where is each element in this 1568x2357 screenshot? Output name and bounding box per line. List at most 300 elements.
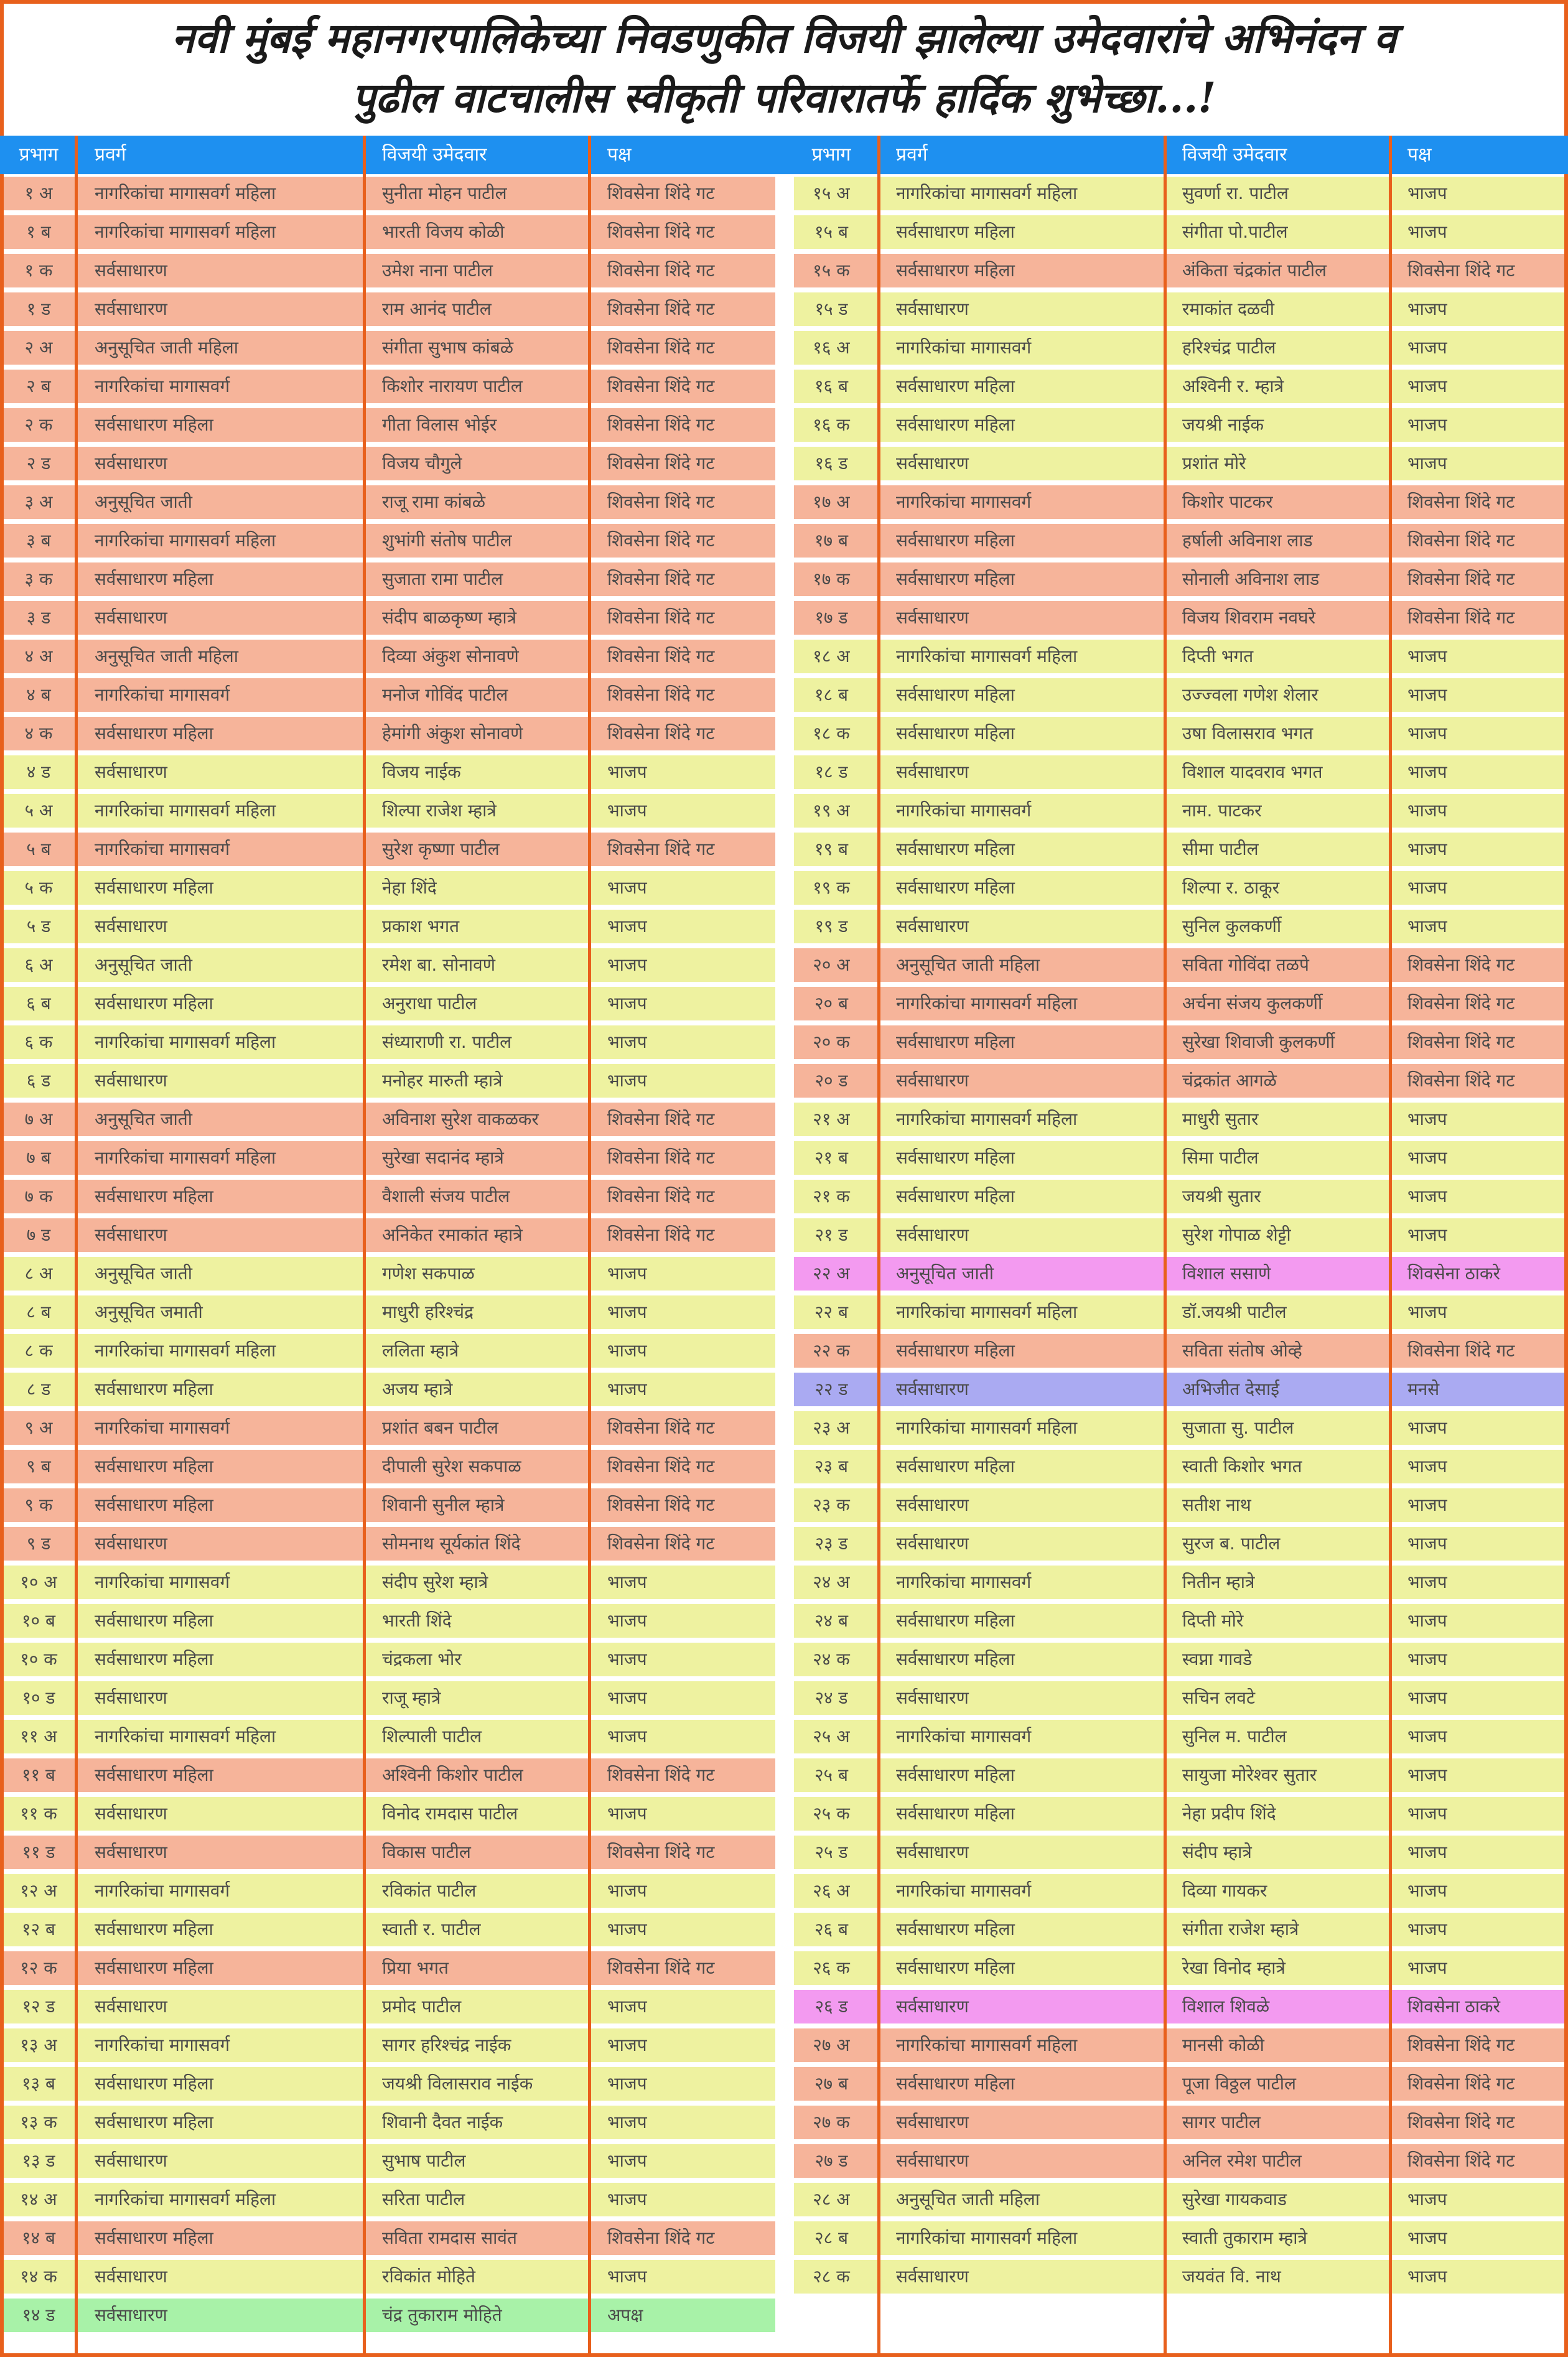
right-candidate-cell: विशाल यादवराव भगत [1182, 762, 1323, 782]
right-party-cell: भाजप [1407, 453, 1447, 474]
left-party-cell: भाजप [607, 1726, 647, 1747]
right-category-cell: सर्वसाधारण [896, 916, 969, 936]
right-category-cell: सर्वसाधारण महिला [896, 569, 1015, 589]
left-party-cell: भाजप [607, 2150, 647, 2171]
right-party-cell: भाजप [1407, 1880, 1447, 1901]
left-party-cell: शिवसेना शिंदे गट [607, 414, 715, 435]
left-candidate-cell: माधुरी हरिश्चंद्र [382, 1302, 474, 1322]
left-category-cell: नागरिकांचा मागासवर्ग महिला [95, 1147, 276, 1168]
right-category-cell: सर्वसाधारण महिला [896, 1765, 1015, 1785]
left-ward-cell: १२ अ [20, 1880, 57, 1901]
left-party-cell: भाजप [607, 2266, 647, 2287]
left-ward-cell: २ क [24, 414, 53, 435]
results-table [0, 136, 1568, 2357]
right-ward-cell: २६ ड [814, 1996, 848, 2017]
left-party-cell: भाजप [607, 1340, 647, 1361]
right-party-cell: भाजप [1407, 646, 1447, 666]
right-category-cell: नागरिकांचा मागासवर्ग महिला [896, 183, 1078, 203]
left-party-cell: शिवसेना शिंदे गट [607, 337, 715, 358]
right-ward-cell: १५ ब [814, 222, 848, 242]
right-category-cell: सर्वसाधारण [896, 1842, 969, 1862]
right-ward-cell: २५ ड [814, 1842, 848, 1862]
left-ward-cell: ८ ब [26, 1302, 51, 1322]
left-category-cell: सर्वसाधारण [95, 260, 167, 281]
right-ward-cell: २७ क [813, 2112, 850, 2132]
right-category-cell: सर्वसाधारण [896, 762, 969, 782]
left-ward-cell: ६ ब [26, 993, 51, 1014]
right-ward-cell: १८ क [813, 723, 850, 744]
left-ward-cell: १ क [24, 260, 53, 281]
left-candidate-cell: सागर हरिश्चंद्र नाईक [382, 2035, 511, 2055]
right-ward-cell: १७ ब [814, 530, 848, 551]
right-category-cell: सर्वसाधारण महिला [896, 684, 1015, 705]
right-ward-cell: १६ अ [813, 337, 850, 358]
left-party-cell: भाजप [607, 1919, 647, 1939]
left-candidate-cell: स्वाती र. पाटील [382, 1919, 481, 1939]
left-candidate-cell: राम आनंद पाटील [382, 299, 492, 319]
left-party-cell: भाजप [607, 916, 647, 936]
left-candidate-cell: शिवानी दैवत नाईक [382, 2112, 503, 2132]
left-ward-cell: ११ क [20, 1803, 57, 1824]
right-category-cell: अनुसूचित जाती महिला [896, 954, 1040, 975]
right-category-cell: सर्वसाधारण महिला [896, 376, 1015, 396]
right-candidate-cell: स्वप्ना गावडे [1182, 1649, 1253, 1669]
right-candidate-cell: सुनिल कुलकर्णी [1182, 916, 1282, 936]
left-party-cell: भाजप [607, 954, 647, 975]
left-party-cell: शिवसेना शिंदे गट [607, 1109, 715, 1129]
left-party-cell: भाजप [607, 1687, 647, 1708]
right-category-cell: सर्वसाधारण महिला [896, 260, 1015, 281]
left-party-cell: शिवसेना शिंदे गट [607, 1186, 715, 1207]
left-ward-cell: १० ब [21, 1610, 55, 1631]
right-category-cell: नागरिकांचा मागासवर्ग [896, 1726, 1032, 1747]
left-candidate-cell: उमेश नाना पाटील [382, 260, 493, 281]
right-category-cell: नागरिकांचा मागासवर्ग [896, 337, 1032, 358]
right-ward-cell: १५ ड [814, 299, 848, 319]
header-party-left: पक्ष [607, 144, 632, 166]
right-party-cell: भाजप [1407, 2266, 1447, 2287]
right-ward-cell: २८ अ [813, 2189, 850, 2210]
left-category-cell: नागरिकांचा मागासवर्ग महिला [95, 183, 276, 203]
right-ward-cell: १९ क [813, 877, 850, 898]
left-category-cell: सर्वसाधारण [95, 1803, 167, 1824]
right-candidate-cell: अभिजीत देसाई [1182, 1379, 1280, 1399]
right-ward-cell: १८ ब [814, 684, 848, 705]
right-party-cell: भाजप [1407, 299, 1447, 319]
left-candidate-cell: सरिता पाटील [382, 2189, 465, 2210]
right-candidate-cell: अनिल रमेश पाटील [1182, 2150, 1302, 2171]
left-ward-cell: ७ ड [26, 1225, 51, 1245]
left-category-cell: सर्वसाधारण महिला [95, 2228, 213, 2248]
right-category-cell: सर्वसाधारण महिला [896, 839, 1015, 859]
right-ward-cell: २४ क [813, 1649, 850, 1669]
right-candidate-cell: संदीप म्हात्रे [1182, 1842, 1252, 1862]
left-category-cell: सर्वसाधारण [95, 1687, 167, 1708]
right-category-cell: नागरिकांचा मागासवर्ग महिला [896, 993, 1078, 1014]
left-candidate-cell: अनिकेत रमाकांत म्हात्रे [382, 1225, 523, 1245]
right-category-cell: सर्वसाधारण [896, 1495, 969, 1515]
left-category-cell: नागरिकांचा मागासवर्ग [95, 839, 230, 859]
right-party-cell: भाजप [1407, 1649, 1447, 1669]
right-ward-cell: २१ अ [813, 1109, 850, 1129]
right-candidate-cell: पूजा विठ्ठल पाटील [1182, 2073, 1297, 2094]
right-category-cell: नागरिकांचा मागासवर्ग महिला [896, 1417, 1078, 1438]
right-party-cell: भाजप [1407, 800, 1447, 821]
left-ward-cell: ३ क [24, 569, 53, 589]
right-candidate-cell: सुरेश गोपाळ शेट्टी [1182, 1225, 1291, 1245]
left-party-cell: शिवसेना शिंदे गट [607, 1147, 715, 1168]
left-category-cell: सर्वसाधारण महिला [95, 877, 213, 898]
right-candidate-cell: अर्चना संजय कुलकर्णी [1182, 993, 1323, 1014]
right-ward-cell: १९ अ [813, 800, 850, 821]
left-ward-cell: ६ अ [24, 954, 53, 975]
right-ward-cell: २७ ब [814, 2073, 848, 2094]
right-candidate-cell: सुरज ब. पाटील [1182, 1533, 1281, 1554]
left-candidate-cell: अविनाश सुरेश वाकळकर [382, 1109, 539, 1129]
right-ward-cell: १९ ब [814, 839, 848, 859]
left-candidate-cell: प्रमोद पाटील [382, 1996, 462, 2017]
left-party-cell: भाजप [607, 993, 647, 1014]
right-category-cell: सर्वसाधारण [896, 2266, 969, 2287]
left-party-cell: शिवसेना शिंदे गट [607, 569, 715, 589]
right-party-cell: मनसे [1407, 1379, 1440, 1399]
left-party-cell: शिवसेना शिंदे गट [607, 222, 715, 242]
right-candidate-cell: सुरेखा गायकवाड [1182, 2189, 1287, 2210]
left-ward-cell: ६ क [24, 1032, 53, 1052]
left-candidate-cell: रविकांत पाटील [382, 1880, 477, 1901]
left-party-cell: शिवसेना शिंदे गट [607, 646, 715, 666]
left-ward-cell: ९ ब [26, 1456, 51, 1477]
left-candidate-cell: मनोहर मारुती म्हात्रे [382, 1070, 503, 1091]
left-category-cell: सर्वसाधारण महिला [95, 1456, 213, 1477]
left-ward-cell: ४ अ [24, 646, 53, 666]
left-category-cell: नागरिकांचा मागासवर्ग [95, 1572, 230, 1592]
left-party-cell: भाजप [607, 2073, 647, 2094]
right-category-cell: नागरिकांचा मागासवर्ग महिला [896, 1302, 1078, 1322]
left-ward-cell: ५ क [24, 877, 53, 898]
left-candidate-cell: नेहा शिंदे [382, 877, 437, 898]
right-category-cell: नागरिकांचा मागासवर्ग महिला [896, 1109, 1078, 1129]
right-candidate-cell: सायुजा मोरेश्वर सुतार [1182, 1765, 1317, 1785]
right-category-cell: सर्वसाधारण [896, 1070, 969, 1091]
right-ward-cell: २२ अ [813, 1263, 850, 1284]
left-category-cell: सर्वसाधारण महिला [95, 414, 213, 435]
left-candidate-cell: शिल्पाली पाटील [382, 1726, 482, 1747]
right-ward-cell: २१ क [813, 1186, 850, 1207]
left-ward-cell: ९ क [24, 1495, 53, 1515]
right-candidate-cell: मानसी कोळी [1182, 2035, 1264, 2055]
column-divider [588, 136, 591, 2357]
left-category-cell: सर्वसाधारण महिला [95, 2112, 213, 2132]
left-party-cell: भाजप [607, 1610, 647, 1631]
right-party-cell: भाजप [1407, 1958, 1447, 1978]
left-candidate-cell: सुरेखा सदानंद म्हात्रे [382, 1147, 504, 1168]
left-party-cell: भाजप [607, 1880, 647, 1901]
left-candidate-cell: संध्याराणी रा. पाटील [382, 1032, 512, 1052]
right-ward-cell: २२ ब [814, 1302, 848, 1322]
left-candidate-cell: अजय म्हात्रे [382, 1379, 453, 1399]
left-ward-cell: ४ ड [26, 762, 51, 782]
left-party-cell: भाजप [607, 1996, 647, 2017]
right-candidate-cell: डॉ.जयश्री पाटील [1182, 1302, 1287, 1322]
right-category-cell: सर्वसाधारण महिला [896, 414, 1015, 435]
right-candidate-cell: दिप्ती मोरे [1182, 1610, 1244, 1631]
right-candidate-cell: संगीता राजेश म्हात्रे [1182, 1919, 1299, 1939]
left-candidate-cell: प्रकाश भगत [382, 916, 460, 936]
left-party-cell: शिवसेना शिंदे गट [607, 1225, 715, 1245]
left-party-cell: शिवसेना शिंदे गट [607, 1958, 715, 1978]
right-candidate-cell: जयवंत वि. नाथ [1182, 2266, 1281, 2287]
right-category-cell: अनुसूचित जाती [896, 1263, 994, 1284]
right-party-cell: शिवसेना ठाकरे [1407, 1996, 1500, 2017]
left-candidate-cell: वैशाली संजय पाटील [382, 1186, 510, 1207]
right-ward-cell: २२ ड [814, 1379, 848, 1399]
left-party-cell: शिवसेना शिंदे गट [607, 1533, 715, 1554]
left-category-cell: सर्वसाधारण महिला [95, 723, 213, 744]
right-party-cell: भाजप [1407, 1572, 1447, 1592]
left-party-cell: भाजप [607, 1263, 647, 1284]
right-category-cell: सर्वसाधारण महिला [896, 877, 1015, 898]
left-ward-cell: ७ क [24, 1186, 53, 1207]
left-category-cell: सर्वसाधारण महिला [95, 1379, 213, 1399]
right-candidate-cell: रेखा विनोद म्हात्रे [1182, 1958, 1286, 1978]
header-category-right: प्रवर्ग [896, 144, 928, 166]
right-ward-cell: २४ ड [814, 1687, 848, 1708]
left-ward-cell: ५ ब [26, 839, 51, 859]
right-candidate-cell: सविता गोविंदा तळपे [1182, 954, 1309, 975]
left-candidate-cell: गीता विलास भोईर [382, 414, 497, 435]
left-category-cell: सर्वसाधारण महिला [95, 1958, 213, 1978]
right-party-cell: शिवसेना शिंदे गट [1407, 954, 1515, 975]
right-category-cell: सर्वसाधारण [896, 453, 969, 474]
left-party-cell: भाजप [607, 1803, 647, 1824]
right-candidate-cell: दिप्ती भगत [1182, 646, 1254, 666]
right-candidate-cell: दिव्या गायकर [1182, 1880, 1267, 1901]
left-candidate-cell: विजय नाईक [382, 762, 461, 782]
column-divider [363, 136, 366, 2357]
left-category-cell: सर्वसाधारण महिला [95, 569, 213, 589]
right-ward-cell: २३ ड [814, 1533, 848, 1554]
left-ward-cell: १३ क [20, 2112, 57, 2132]
left-ward-cell: ६ ड [26, 1070, 51, 1091]
right-party-cell: भाजप [1407, 839, 1447, 859]
right-candidate-cell: जयश्री नाईक [1182, 414, 1264, 435]
right-party-cell: भाजप [1407, 762, 1447, 782]
right-party-cell: शिवसेना शिंदे गट [1407, 530, 1515, 551]
right-category-cell: नागरिकांचा मागासवर्ग [896, 800, 1032, 821]
right-candidate-cell: अंकिता चंद्रकांत पाटील [1182, 260, 1327, 281]
left-candidate-cell: हेमांगी अंकुश सोनावणे [382, 723, 523, 744]
right-ward-cell: १८ अ [813, 646, 850, 666]
left-party-cell: भाजप [607, 1572, 647, 1592]
right-party-cell: भाजप [1407, 1803, 1447, 1824]
left-category-cell: नागरिकांचा मागासवर्ग [95, 684, 230, 705]
left-candidate-cell: संगीता सुभाष कांबळे [382, 337, 514, 358]
left-party-cell: भाजप [607, 2035, 647, 2055]
right-category-cell: सर्वसाधारण महिला [896, 222, 1015, 242]
right-category-cell: सर्वसाधारण महिला [896, 1147, 1015, 1168]
right-ward-cell: २२ क [813, 1340, 850, 1361]
left-candidate-cell: शुभांगी संतोष पाटील [382, 530, 512, 551]
right-party-cell: भाजप [1407, 1610, 1447, 1631]
right-ward-cell: १५ क [813, 260, 850, 281]
left-candidate-cell: भारती शिंदे [382, 1610, 452, 1631]
left-party-cell: अपक्ष [607, 2305, 643, 2325]
left-candidate-cell: संदीप बाळकृष्ण म्हात्रे [382, 607, 517, 628]
left-candidate-cell: सुरेश कृष्णा पाटील [382, 839, 500, 859]
left-ward-cell: ८ अ [24, 1263, 53, 1284]
right-category-cell: सर्वसाधारण महिला [896, 2073, 1015, 2094]
left-category-cell: अनुसूचित जाती [95, 492, 192, 512]
left-party-cell: भाजप [607, 762, 647, 782]
left-ward-cell: ११ ड [22, 1842, 55, 1862]
left-candidate-cell: सुनीता मोहन पाटील [382, 183, 507, 203]
right-category-cell: सर्वसाधारण [896, 299, 969, 319]
right-category-cell: सर्वसाधारण [896, 2150, 969, 2171]
right-ward-cell: २४ अ [813, 1572, 850, 1592]
left-ward-cell: १३ ड [22, 2150, 55, 2171]
right-party-cell: भाजप [1407, 877, 1447, 898]
right-ward-cell: २० ब [814, 993, 848, 1014]
right-candidate-cell: नाम. पाटकर [1182, 800, 1262, 821]
left-candidate-cell: ललिता म्हात्रे [382, 1340, 459, 1361]
left-category-cell: सर्वसाधारण महिला [95, 1186, 213, 1207]
right-candidate-cell: चंद्रकांत आगळे [1182, 1070, 1277, 1091]
right-party-cell: शिवसेना शिंदे गट [1407, 607, 1515, 628]
left-candidate-cell: प्रिया भगत [382, 1958, 449, 1978]
right-candidate-cell: उज्ज्वला गणेश शेलार [1182, 684, 1318, 705]
right-category-cell: सर्वसाधारण [896, 1533, 969, 1554]
left-category-cell: नागरिकांचा मागासवर्ग [95, 376, 230, 396]
header-category-left: प्रवर्ग [95, 144, 126, 166]
right-ward-cell: १६ क [813, 414, 850, 435]
right-party-cell: भाजप [1407, 1919, 1447, 1939]
right-party-cell: शिवसेना ठाकरे [1407, 1263, 1500, 1284]
left-party-cell: भाजप [607, 1379, 647, 1399]
right-candidate-cell: स्वाती किशोर भगत [1182, 1456, 1302, 1477]
left-category-cell: अनुसूचित जाती [95, 954, 192, 975]
left-category-cell: सर्वसाधारण [95, 1225, 167, 1245]
left-ward-cell: १४ अ [20, 2189, 57, 2210]
right-candidate-cell: सुरेखा शिवाजी कुलकर्णी [1182, 1032, 1335, 1052]
left-category-cell: सर्वसाधारण [95, 916, 167, 936]
left-candidate-cell: गणेश सकपाळ [382, 1263, 475, 1284]
left-category-cell: सर्वसाधारण [95, 2150, 167, 2171]
left-category-cell: सर्वसाधारण महिला [95, 2073, 213, 2094]
right-party-cell: भाजप [1407, 1726, 1447, 1747]
right-candidate-cell: जयश्री सुतार [1182, 1186, 1261, 1207]
right-party-cell: भाजप [1407, 1842, 1447, 1862]
right-category-cell: सर्वसाधारण महिला [896, 1032, 1015, 1052]
right-ward-cell: २१ ड [814, 1225, 848, 1245]
left-ward-cell: ४ क [24, 723, 53, 744]
left-category-cell: नागरिकांचा मागासवर्ग महिला [95, 800, 276, 821]
left-ward-cell: ४ ब [26, 684, 51, 705]
left-ward-cell: १२ ड [22, 1996, 55, 2017]
right-ward-cell: २६ ब [814, 1919, 848, 1939]
left-candidate-cell: रविकांत मोहिते [382, 2266, 475, 2287]
left-category-cell: सर्वसाधारण [95, 1533, 167, 1554]
right-ward-cell: २० अ [813, 954, 850, 975]
right-candidate-cell: सविता संतोष ओव्हे [1182, 1340, 1302, 1361]
left-ward-cell: १३ ब [21, 2073, 55, 2094]
left-party-cell: शिवसेना शिंदे गट [607, 183, 715, 203]
left-party-cell: शिवसेना शिंदे गट [607, 1765, 715, 1785]
right-category-cell: नागरिकांचा मागासवर्ग [896, 1880, 1032, 1901]
left-candidate-cell: सोमनाथ सूर्यकांत शिंदे [382, 1533, 521, 1554]
left-ward-cell: ३ ड [26, 607, 51, 628]
left-party-cell: शिवसेना शिंदे गट [607, 492, 715, 512]
right-candidate-cell: संगीता पो.पाटील [1182, 222, 1288, 242]
right-party-cell: भाजप [1407, 183, 1447, 203]
right-category-cell: सर्वसाधारण महिला [896, 1456, 1015, 1477]
left-candidate-cell: विनोद रामदास पाटील [382, 1803, 518, 1824]
left-candidate-cell: विजय चौगुले [382, 453, 462, 474]
left-ward-cell: ७ अ [24, 1109, 53, 1129]
right-category-cell: नागरिकांचा मागासवर्ग महिला [896, 646, 1078, 666]
left-party-cell: शिवसेना शिंदे गट [607, 1417, 715, 1438]
left-ward-cell: ८ क [24, 1340, 53, 1361]
right-category-cell: सर्वसाधारण महिला [896, 1803, 1015, 1824]
right-party-cell: शिवसेना शिंदे गट [1407, 569, 1515, 589]
right-category-cell: सर्वसाधारण [896, 1379, 969, 1399]
left-ward-cell: १२ क [20, 1958, 57, 1978]
left-candidate-cell: अनुराधा पाटील [382, 993, 477, 1014]
left-category-cell: नागरिकांचा मागासवर्ग महिला [95, 1726, 276, 1747]
left-party-cell: शिवसेना शिंदे गट [607, 376, 715, 396]
left-category-cell: सर्वसाधारण [95, 2266, 167, 2287]
right-party-cell: भाजप [1407, 1417, 1447, 1438]
right-candidate-cell: सोनाली अविनाश लाड [1182, 569, 1320, 589]
left-ward-cell: १ अ [24, 183, 53, 203]
right-category-cell: सर्वसाधारण [896, 2112, 969, 2132]
right-ward-cell: २१ ब [814, 1147, 848, 1168]
header-ward-left: प्रभाग [19, 144, 58, 166]
left-party-cell: शिवसेना शिंदे गट [607, 299, 715, 319]
left-category-cell: सर्वसाधारण [95, 1070, 167, 1091]
left-category-cell: सर्वसाधारण [95, 2305, 167, 2325]
right-party-cell: भाजप [1407, 376, 1447, 396]
right-ward-cell: २७ ड [814, 2150, 848, 2171]
left-ward-cell: ९ ड [26, 1533, 51, 1554]
left-ward-cell: १ ड [26, 299, 51, 319]
left-category-cell: नागरिकांचा मागासवर्ग महिला [95, 2189, 276, 2210]
right-party-cell: शिवसेना शिंदे गट [1407, 492, 1515, 512]
header-candidate-right: विजयी उमेदवार [1182, 144, 1287, 166]
left-category-cell: अनुसूचित जाती [95, 1109, 192, 1129]
left-party-cell: भाजप [607, 2189, 647, 2210]
header-ward-right: प्रभाग [811, 144, 851, 166]
right-category-cell: अनुसूचित जाती महिला [896, 2189, 1040, 2210]
right-candidate-cell: विशाल ससाणे [1182, 1263, 1271, 1284]
right-party-cell: भाजप [1407, 1302, 1447, 1322]
right-ward-cell: १५ अ [813, 183, 850, 203]
right-party-cell: शिवसेना शिंदे गट [1407, 2112, 1515, 2132]
right-ward-cell: २७ अ [813, 2035, 850, 2055]
right-candidate-cell: हरिश्चंद्र पाटील [1182, 337, 1276, 358]
right-party-cell: शिवसेना शिंदे गट [1407, 2150, 1515, 2171]
left-ward-cell: ७ ब [26, 1147, 51, 1168]
right-party-cell: भाजप [1407, 222, 1447, 242]
column-divider [877, 136, 880, 2357]
left-category-cell: नागरिकांचा मागासवर्ग [95, 2035, 230, 2055]
left-candidate-cell: शिवानी सुनील म्हात्रे [382, 1495, 505, 1515]
right-ward-cell: १७ क [813, 569, 850, 589]
left-candidate-cell: सविता रामदास सावंत [382, 2228, 517, 2248]
left-ward-cell: ८ ड [26, 1379, 51, 1399]
right-party-cell: भाजप [1407, 1533, 1447, 1554]
right-party-cell: भाजप [1407, 2189, 1447, 2210]
